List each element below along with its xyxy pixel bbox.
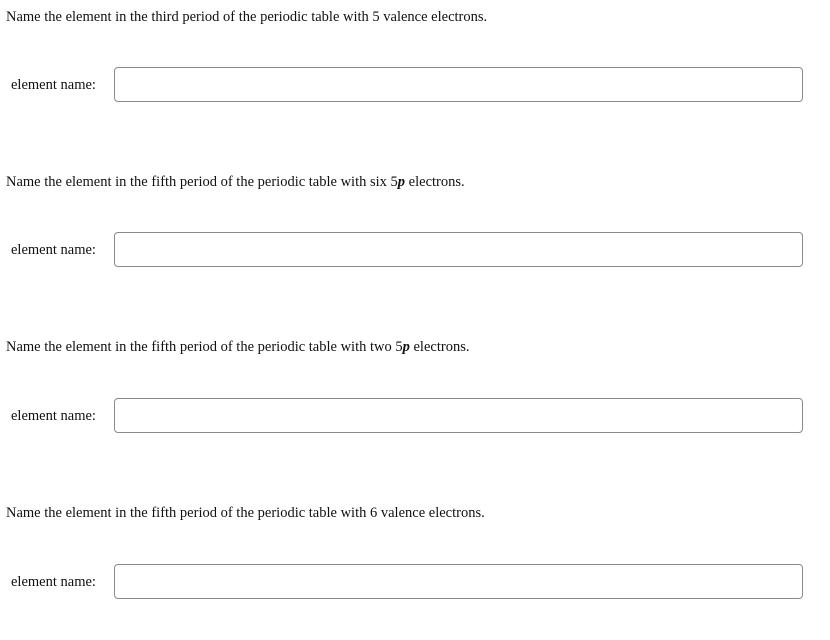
question-1-prompt-text: Name the element in the third period of the periodic table with 5 valence electrons.	[6, 9, 488, 25]
question-4-answer-row	[0, 564, 830, 600]
question-2-answer-row	[0, 232, 830, 268]
question-1-answer-row	[0, 67, 830, 103]
question-4-answer-label: element name:	[11, 574, 96, 590]
question-1-element-name-input[interactable]	[114, 67, 803, 102]
question-4-element-name-input[interactable]	[114, 564, 803, 599]
question-4-prompt	[6, 504, 485, 522]
question-3-prompt-var: p	[402, 339, 410, 355]
question-2-prompt	[6, 173, 465, 191]
question-1-answer-label: element name:	[11, 77, 96, 93]
question-3-prompt	[6, 338, 469, 356]
question-3-element-name-input[interactable]	[114, 398, 803, 433]
question-3-answer-row	[0, 398, 830, 434]
question-3-prompt-text: Name the element in the fifth period of the periodic table with two 5	[6, 339, 403, 355]
question-2-answer-label: element name:	[11, 242, 96, 258]
question-2-prompt-tail: electrons.	[405, 174, 465, 190]
question-3-prompt-tail: electrons.	[409, 339, 470, 355]
question-2-prompt-var: p	[397, 174, 406, 190]
question-4-prompt-text: Name the element in the fifth period of the periodic table with 6 valence electrons.	[6, 505, 485, 521]
question-1-prompt	[6, 8, 487, 26]
question-2-prompt-text: Name the element in the fifth period of the periodic table with six 5	[6, 174, 398, 190]
question-3-answer-label: element name:	[11, 408, 96, 424]
question-2-element-name-input[interactable]	[114, 232, 803, 267]
